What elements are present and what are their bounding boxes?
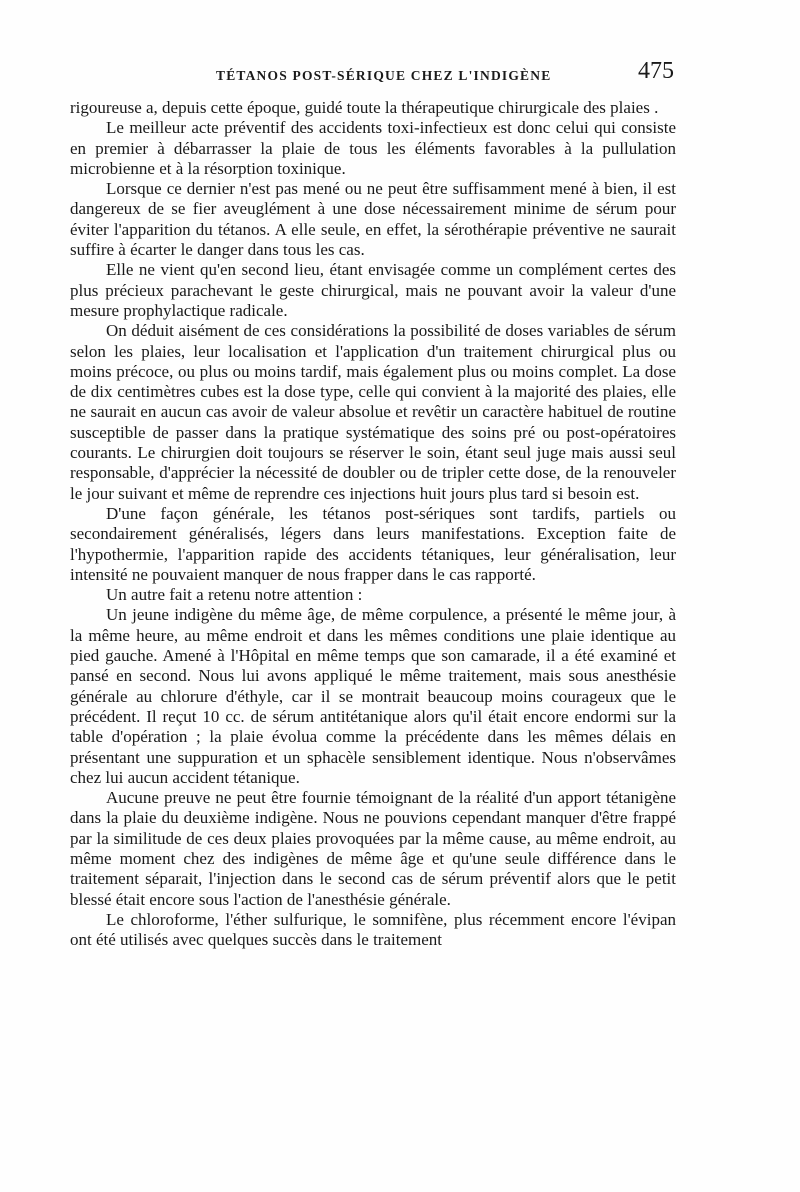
- paragraph-5: On déduit aisément de ces considérations la possibilité de doses variables de sérum selon les plaies, leur localisation et l'application d'un traitement chirurgical plus ou moins précoce, ou plus ou moins tardif, mais également plus ou moins complet. La dose de dix centimètres cubes est la dose type, celle qui convient à la majorité des plaies, elle ne saurait en aucun cas avoir de valeur absolue et revêtir un caractère habituel de routine susceptible de passer dans la pratique systématique des soins pré ou post-opératoires courants. Le chirurgien doit toujours se réserver le soin, étant seul juge mais aussi seul responsable, d'apprécier la nécessité de doubler ou de tripler cette dose, de la renouveler le jour suivant et même de reprendre ces injections huit jours plus tard si besoin est.: [70, 321, 676, 503]
- paragraph-2: Le meilleur acte préventif des accidents toxi-infectieux est donc celui qui consiste en premier à débarrasser la plaie de tous les éléments favorables à la pullulation microbienne et à la résorption toxinique.: [70, 118, 676, 178]
- paragraph-1: rigoureuse a, depuis cette époque, guidé toute la thérapeutique chirurgicale des plaies .: [70, 98, 659, 117]
- page-number: 475: [638, 58, 674, 84]
- paragraph-7: Un autre fait a retenu notre attention :: [106, 585, 363, 605]
- paragraph-9: Aucune preuve ne peut être fournie témoignant de la réalité d'un apport tétanigène dans la plaie du deuxième indigène. Nous ne pouvions cependant manquer d'être frappé par la similitude de ces deux plaies provoquées par la même cause, au même endroit, au même moment chez des indigènes de même âge et qu'une seule différence dans le traitement séparait, l'injection dans le second cas de sérum préventif alors que le petit blessé était encore sous l'action de l'anesthésie générale.: [70, 788, 676, 909]
- paragraph-4: Elle ne vient qu'en second lieu, étant envisagée comme un complément certes des plus précieux parachevant le geste chirurgical, mais ne pouvant avoir la valeur d'une mesure prophylactique radicale.: [70, 260, 676, 320]
- paragraph-10: Le chloroforme, l'éther sulfurique, le somnifène, plus récemment encore l'évipan ont été utilisés avec quelques succès dans le traitement: [70, 909, 676, 950]
- running-head: TÉTANOS POST-SÉRIQUE CHEZ L'INDIGÈNE: [216, 68, 552, 83]
- paragraph-6: D'une façon générale, les tétanos post-sériques sont tardifs, partiels ou secondairement généralisés, légers dans leurs manifestations. Exception faite de l'hypothermie, l'apparition rapide des accidents tétaniques, leur généralisation, leur intensité ne pouvaient manquer de nous frapper dans le cas rapporté.: [70, 503, 676, 584]
- paragraph-8: Un jeune indigène du même âge, de même corpulence, a présenté le même jour, à la même heure, au même endroit et dans les mêmes conditions une plaie identique au pied gauche. Amené à l'Hôpital en même temps que son camarade, il a été examiné et pansé en second. Nous lui avons appliqué le même traitement, mais sous anesthésie générale au chlorure d'éthyle, car il se montrait beaucoup moins courageux que le précédent. Il reçut 10 cc. de sérum antitétanique alors qu'il était encore endormi sur la table d'opération ; la plaie évolua comme la précédente dans les mêmes délais en présentant une suppuration et un sphacèle sensiblement identique. Nous n'observâmes chez lui aucun accident tétanique.: [70, 605, 676, 787]
- paragraph-3: Lorsque ce dernier n'est pas mené ou ne peut être suffisamment mené à bien, il est dangereux de se fier aveuglément à une dose nécessairement minime de sérum pour éviter l'apparition du tétanos. A elle seule, en effet, la sérothérapie préventive ne saurait suffire à écarter le danger dans tous les cas.: [70, 179, 676, 260]
- body-text: [70, 98, 676, 950]
- page-header: [70, 58, 674, 96]
